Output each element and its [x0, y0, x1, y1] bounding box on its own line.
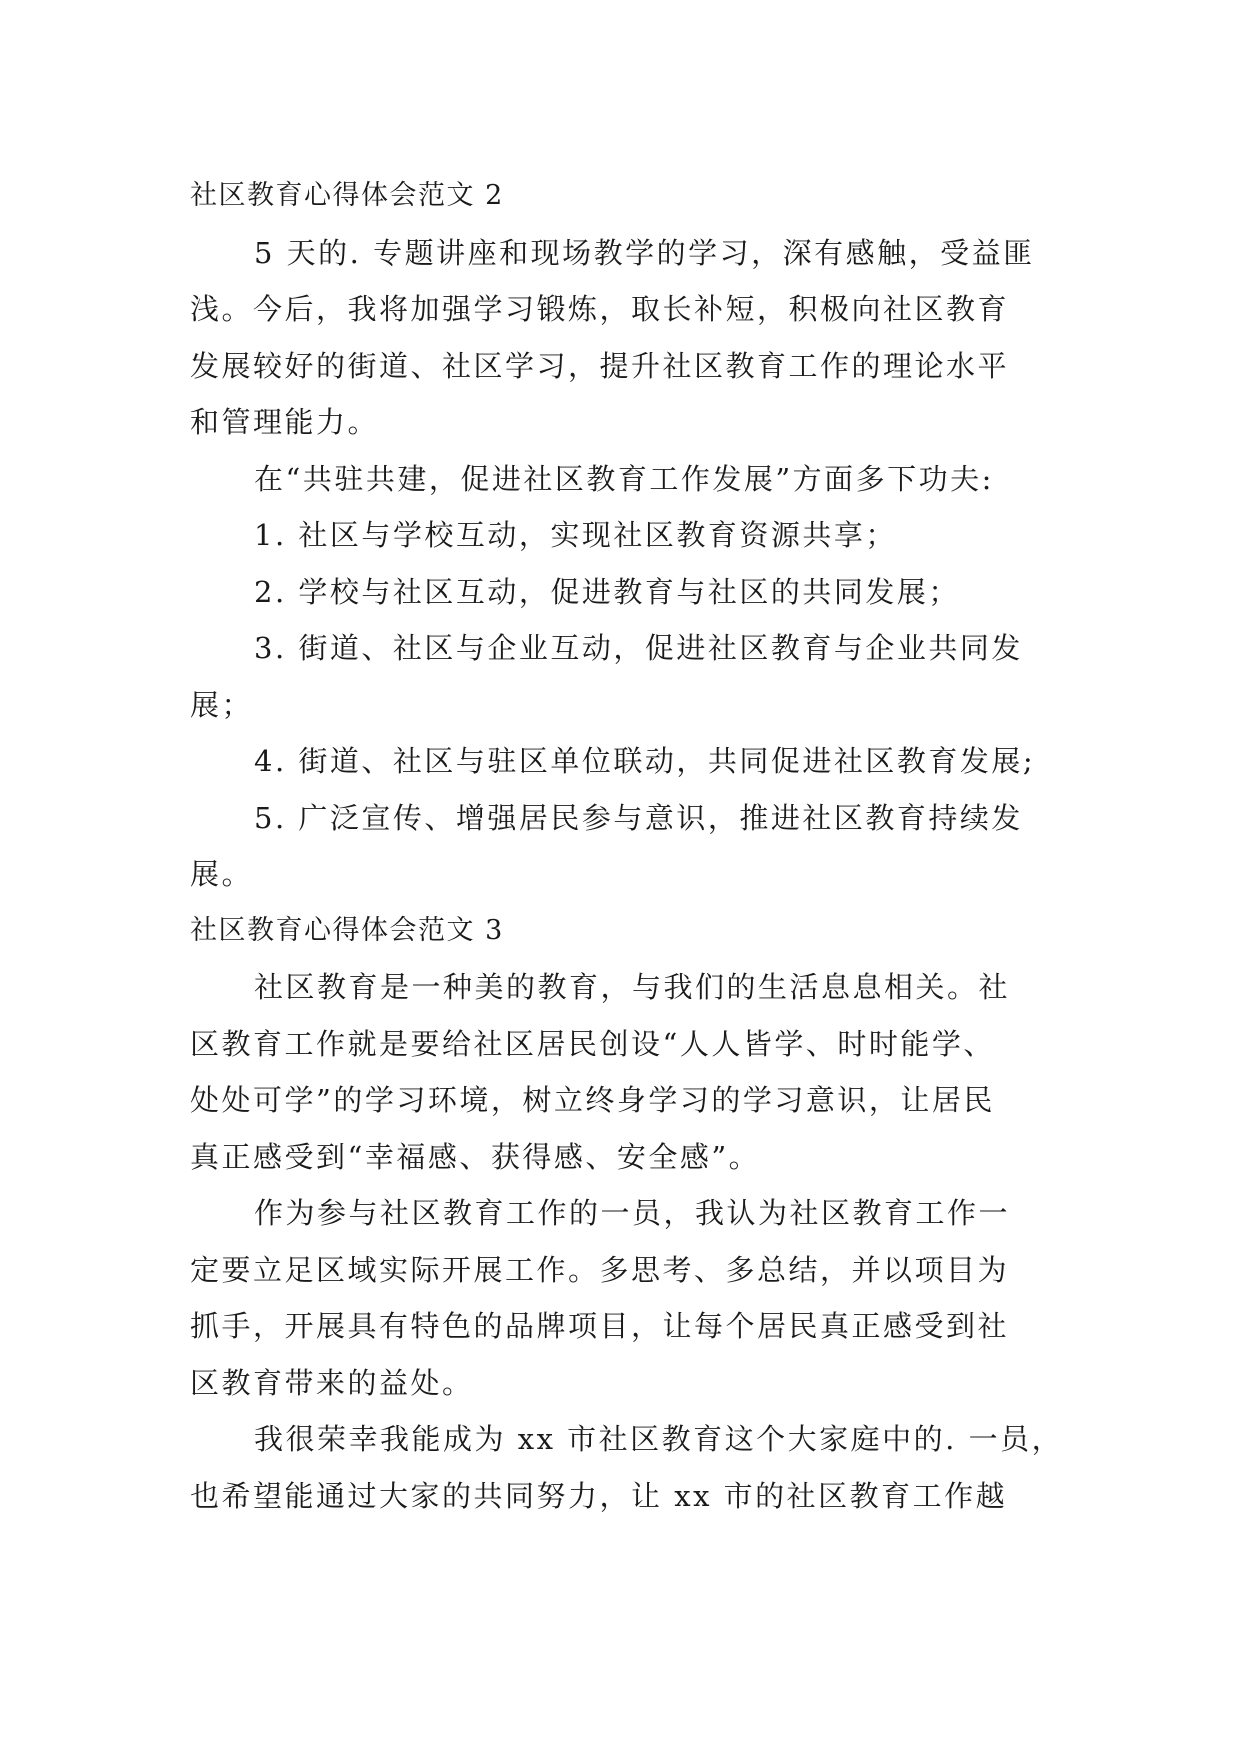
- paragraph-line: 定要立足区域实际开展工作。多思考、多总结，并以项目为: [190, 1252, 1010, 1287]
- paragraph-line: 处处可学”的学习环境，树立终身学习的学习意识，让居民: [190, 1083, 995, 1117]
- list-item: 3. 街道、社区与企业互动，促进社区教育与企业共同发: [254, 631, 1023, 665]
- paragraph-line: 也希望能通过大家的共同努力，让 xx 市的社区教育工作越: [190, 1478, 1008, 1513]
- list-item-continuation: 展；: [190, 687, 254, 722]
- paragraph-line: 区教育工作就是要给社区居民创设“人人皆学、时时能学、: [190, 1026, 995, 1061]
- paragraph-line: 浅。今后，我将加强学习锻炼，取长补短，积极向社区教育: [190, 292, 1010, 326]
- section-heading: 社区教育心得体会范文 2: [190, 180, 504, 211]
- paragraph-line: 和管理能力。: [190, 405, 380, 439]
- list-item-continuation: 展。: [190, 857, 254, 891]
- list-item: 4. 街道、社区与驻区单位联动，共同促进社区教育发展;: [254, 744, 1036, 778]
- paragraph-line: 5 天的. 专题讲座和现场教学的学习，深有感触，受益匪: [254, 235, 1035, 270]
- paragraph-line: 在“共驻共建，促进社区教育工作发展”方面多下功夫:: [254, 461, 994, 496]
- list-item: 2. 学校与社区互动，促进教育与社区的共同发展；: [254, 574, 960, 609]
- paragraph-line: 抓手，开展具有特色的品牌项目，让每个居民真正感受到社: [190, 1309, 1010, 1343]
- paragraph-line: 我很荣幸我能成为 xx 市社区教育这个大家庭中的. 一员，: [254, 1422, 1064, 1456]
- list-item: 1. 社区与学校互动，实现社区教育资源共享；: [254, 518, 897, 552]
- paragraph-line: 作为参与社区教育工作的一员，我认为社区教育工作一: [254, 1196, 1011, 1230]
- paragraph-line: 发展较好的街道、社区学习，提升社区教育工作的理论水平: [190, 348, 1010, 383]
- paragraph-line: 区教育带来的益处。: [190, 1365, 474, 1400]
- document-body: [190, 168, 1064, 1524]
- paragraph-line: 真正感受到“幸福感、获得感、安全感”。: [190, 1139, 761, 1174]
- list-item: 5. 广泛宣传、增强居民参与意识，推进社区教育持续发: [254, 800, 1023, 835]
- section-heading: 社区教育心得体会范文 3: [190, 914, 504, 946]
- paragraph-line: 社区教育是一种美的教育，与我们的生活息息相关。社: [254, 970, 1011, 1004]
